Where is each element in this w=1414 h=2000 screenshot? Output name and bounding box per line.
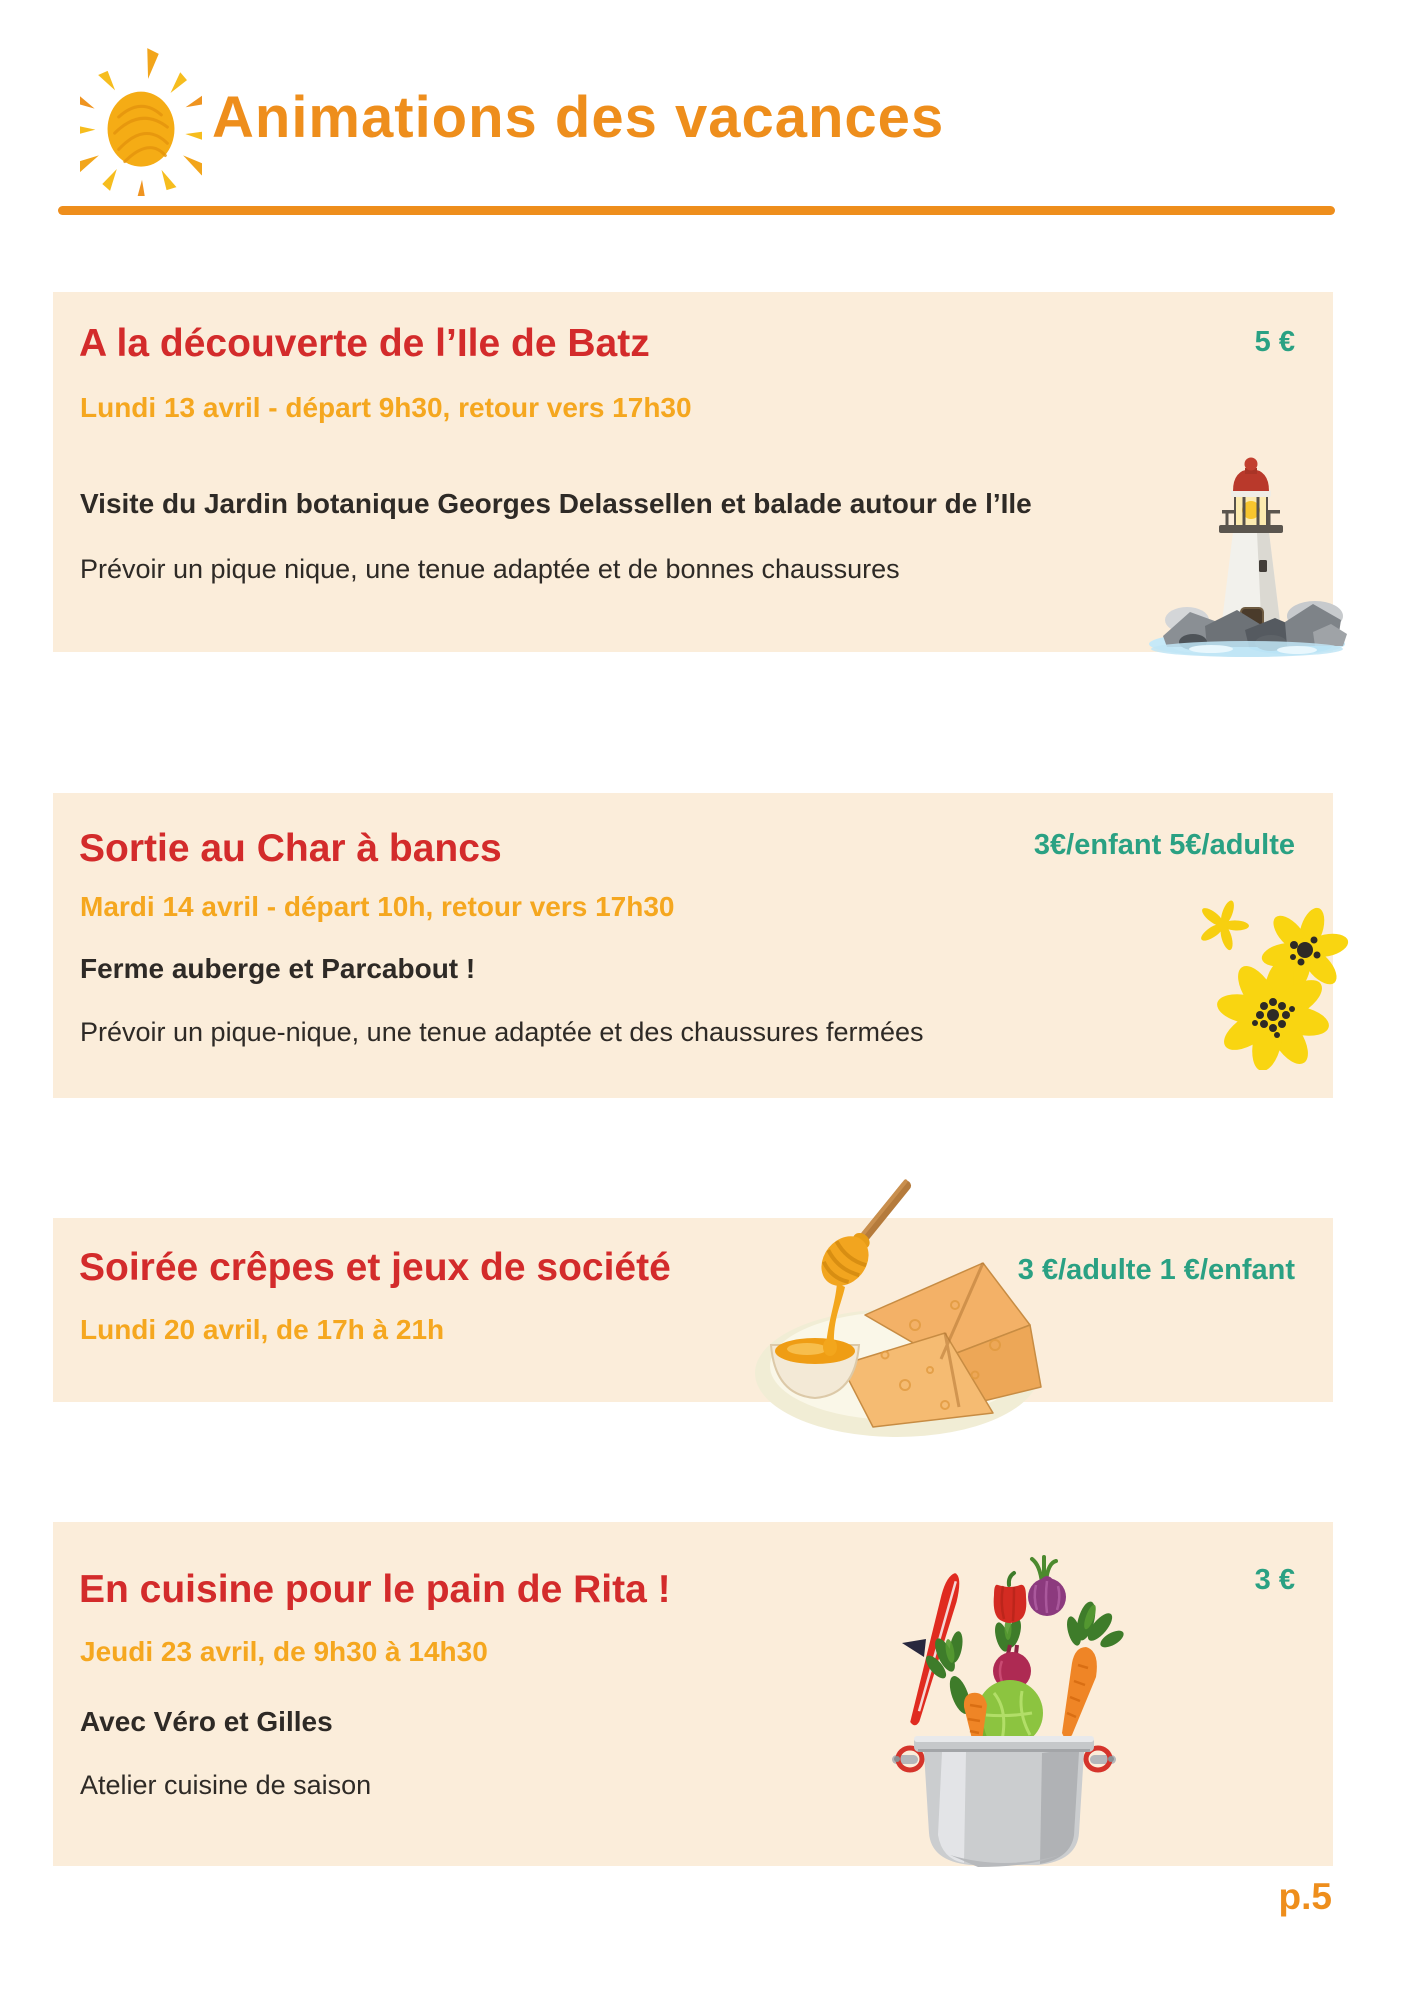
price-tag: 3 €/adulte 1 €/enfant [1017,1254,1295,1286]
activity-card-soiree-crepes [53,1218,1333,1402]
description-line: Avec Véro et Gilles [80,1706,333,1737]
description-line: Visite du Jardin botanique Georges Delassellen et balade autour de l’Ile [80,488,1032,519]
card-title: En cuisine pour le pain de Rita ! [79,1568,671,1611]
sun-icon [80,46,202,196]
flowers-illustration [1185,895,1355,1070]
price-tag: 3€/enfant 5€/adulte [1033,829,1295,861]
page-number: p.5 [1278,1876,1332,1917]
crepes-illustration [745,1155,1065,1445]
card-title: Sortie au Char à bancs [79,827,502,870]
activity-card-char-a-bancs [53,793,1333,1098]
description-line: Atelier cuisine de saison [80,1770,372,1800]
activity-card-cuisine-rita [53,1522,1333,1866]
description-line: Prévoir un pique-nique, une tenue adaptée et des chaussures fermées [80,1017,924,1047]
lighthouse-illustration [1145,440,1365,658]
price-tag: 5 € [1254,326,1295,358]
price-tag: 3 € [1254,1564,1295,1596]
description-line: Ferme auberge et Parcabout ! [80,953,476,984]
schedule-text: Lundi 20 avril, de 17h à 21h [80,1314,445,1345]
card-title: A la découverte de l’Ile de Batz [79,322,650,365]
schedule-text: Lundi 13 avril - départ 9h30, retour vers 17h30 [80,392,692,423]
schedule-text: Mardi 14 avril - départ 10h, retour vers 17h30 [80,891,675,922]
card-title: Soirée crêpes et jeux de société [79,1246,671,1289]
activity-card-ile-de-batz [53,292,1333,652]
description-line: Prévoir un pique nique, une tenue adaptée et de bonnes chaussures [80,554,900,584]
title-underline [58,206,1335,215]
schedule-text: Jeudi 23 avril, de 9h30 à 14h30 [80,1636,488,1667]
page-title: Animations des vacances [212,85,945,150]
cooking-pot-illustration [890,1555,1135,1868]
